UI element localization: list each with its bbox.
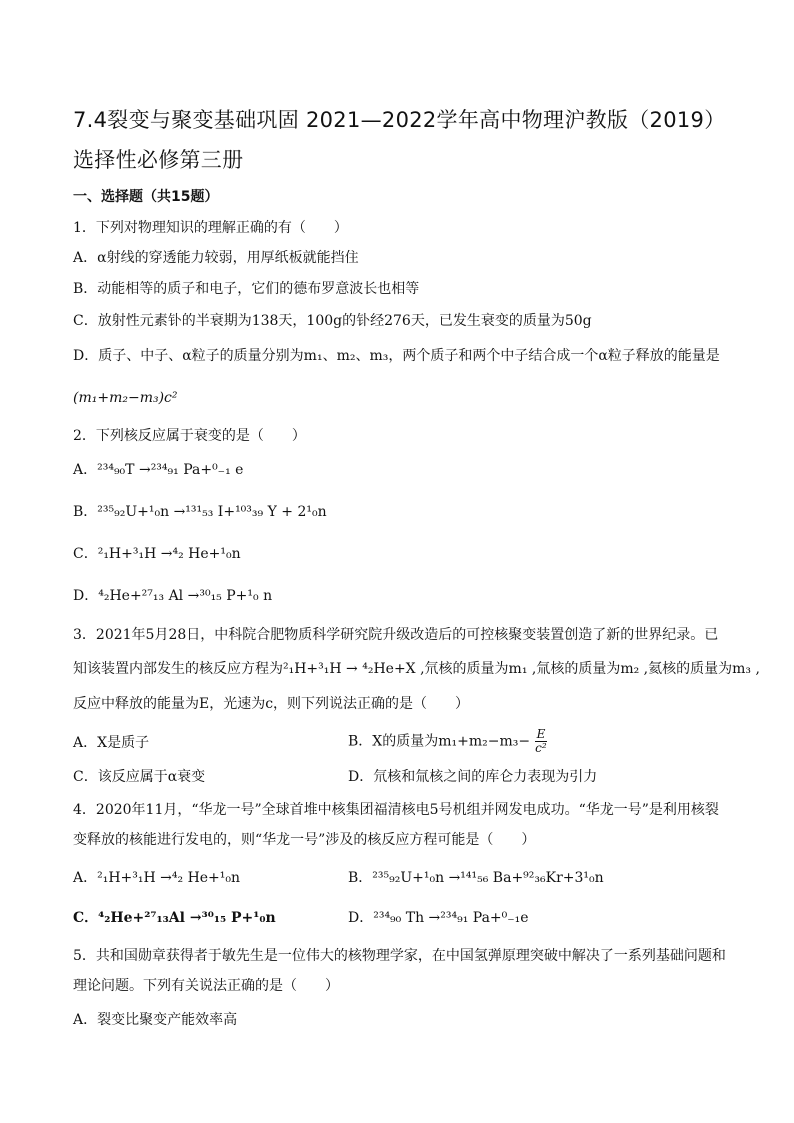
q3-fraction-denominator: c² [535,741,547,755]
q4-option-d: D．²³⁴₉₀ Th →²³⁴₉₁ Pa+⁰₋₁e [348,910,529,926]
q4-line-1: 4．2020年11月，“华龙一号”全球首堆中核集团福清核电5号机组并网发电成功。“华龙一号”是利用核裂 [73,802,719,818]
q4-option-c: C．⁴₂He+²⁷₁₃Al →³⁰₁₅ P+¹₀n [73,910,276,926]
q2-option-b: B．²³⁵₉₂U+¹₀n →¹³¹₅₃ I+¹⁰³₃₉ Y + 2¹₀n [73,504,327,520]
q3-line-3: 反应中释放的能量为E，光速为c，则下列说法正确的是（ ） [73,696,470,712]
q3-option-a: A．X是质子 [73,735,150,751]
q1-option-b: B．动能相等的质子和电子，它们的德布罗意波长也相等 [73,281,420,297]
q3-option-d: D．氘核和氚核之间的库仑力表现为引力 [348,769,598,785]
q5-option-a: A．裂变比聚变产能效率高 [73,1012,238,1028]
q1-option-a: A．α射线的穿透能力较弱，用厚纸板就能挡住 [73,250,359,266]
q4-option-b: B．²³⁵₉₂U+¹₀n →¹⁴¹₅₆ Ba+⁹²₃₆Kr+3¹₀n [348,870,604,886]
q3-option-c: C．该反应属于α衰变 [73,769,206,785]
q2-option-a: A．²³⁴₉₀T →²³⁴₉₁ Pa+⁰₋₁ e [73,462,244,478]
q3-line-2: 知该装置内部发生的核反应方程为²₁H+³₁H → ⁴₂He+X ,氘核的质量为m₁ ,氚核的质量为m₂ ,氦核的质量为m₃ , [73,661,760,677]
q3-line-1: 3．2021年5月28日，中科院合肥物质科学研究院升级改造后的可控核聚变装置创造了新的世界纪录。已 [73,627,719,643]
q3-fraction-numerator: E [536,727,546,741]
q1-option-c: C．放射性元素钋的半衰期为138天，100g的钋经276天，已发生衰变的质量为50g [73,313,592,329]
q3-option-b-fraction [535,728,548,755]
q3-option-b-text: B．X的质量为m₁+m₂−m₃− [348,733,531,750]
document-title: 7.4裂变与聚变基础巩固 2021—2022学年高中物理沪教版（2019）选择性必修第三册 [73,108,726,172]
section-heading: 一、选择题（共15题） [73,189,219,205]
q4-option-a: A．²₁H+³₁H →⁴₂ He+¹₀n [73,870,241,886]
q1-option-d-formula: (m₁+m₂−m₃)c² [73,390,178,406]
q4-line-2: 变释放的核能进行发电的，则“华龙一号”涉及的核反应方程可能是（ ） [73,832,536,848]
q3-option-b [348,728,547,755]
q5-line-2: 理论问题。下列有关说法正确的是（ ） [73,978,339,994]
q2-option-d: D．⁴₂He+²⁷₁₃ Al →³⁰₁₅ P+¹₀ n [73,588,273,604]
q2-stem: 2．下列核反应属于衰变的是（ ） [73,428,306,444]
q1-option-d: D．质子、中子、α粒子的质量分别为m₁、m₂、m₃，两个质子和两个中子结合成一个α粒子释放的能量是 [73,348,720,364]
q2-option-c: C．²₁H+³₁H →⁴₂ He+¹₀n [73,546,241,562]
q1-stem: 1．下列对物理知识的理解正确的有（ ） [73,220,348,236]
q5-line-1: 5．共和国勋章获得者于敏先生是一位伟大的核物理学家，在中国氢弹原理突破中解决了一系列基础问题和 [73,948,726,964]
